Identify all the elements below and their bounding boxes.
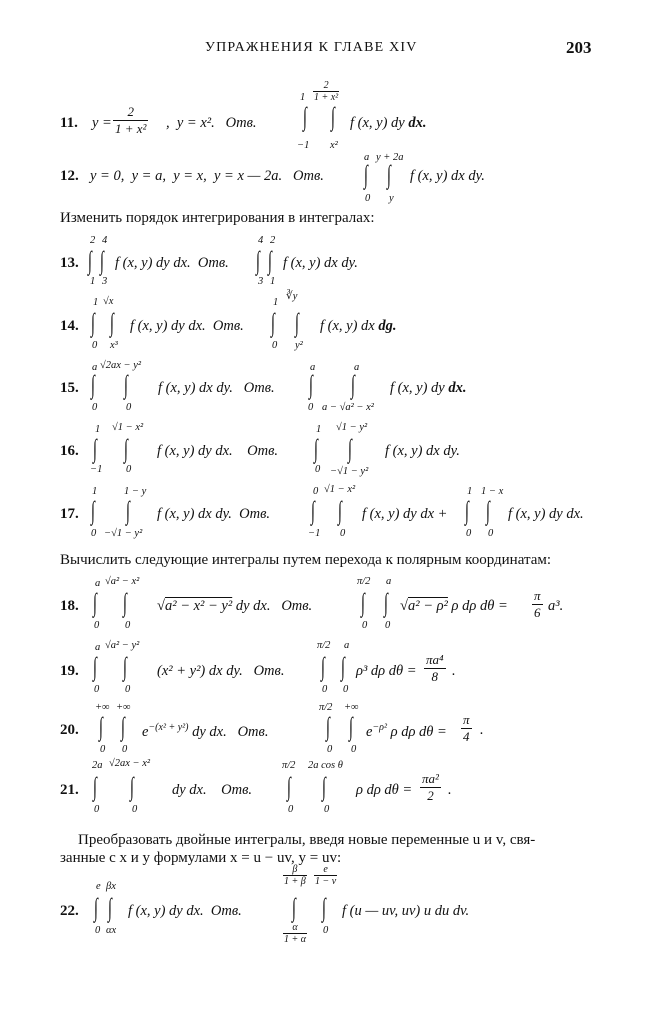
- limit: x³: [110, 340, 118, 351]
- limit: +∞: [116, 702, 131, 713]
- limit: 2: [270, 235, 276, 246]
- limit: 0: [362, 620, 368, 631]
- integral-sign: ∫: [331, 102, 335, 131]
- limit: ∛y: [286, 291, 298, 302]
- limit: 1: [300, 92, 306, 103]
- integrand: f (x, y) dy dx.: [508, 506, 584, 522]
- exercise-number: 14.: [60, 318, 79, 334]
- limit: 1: [270, 276, 276, 287]
- limit: √a² − x²: [105, 576, 140, 587]
- limit: 0: [315, 464, 321, 475]
- page-number: 203: [566, 38, 592, 57]
- integral-sign: ∫: [91, 496, 95, 525]
- integral-sign: ∫: [91, 370, 95, 399]
- limit: −1: [90, 464, 103, 475]
- integral-sign: ∫: [94, 893, 98, 922]
- integrand: f (x, y) dy dx. Отв.: [115, 255, 229, 271]
- limit: 0: [125, 620, 131, 631]
- limit: 0: [92, 340, 98, 351]
- limit: −1: [308, 528, 321, 539]
- integral-sign: ∫: [387, 160, 391, 189]
- fraction: $\frac{\pi}{6}$: [534, 588, 541, 620]
- limit: 0: [466, 528, 472, 539]
- heading-substitution-2: занные с x и y формулами x = u − uv, y = uv:: [60, 850, 342, 866]
- integral-sign: ∫: [93, 652, 97, 681]
- integral-sign: ∫: [341, 652, 345, 681]
- exercise-number: 11.: [60, 115, 78, 131]
- condition: y =: [92, 115, 112, 131]
- limit: 1 − x: [481, 486, 504, 497]
- exercise-number: 22.: [60, 903, 79, 919]
- exercise-number: 17.: [60, 506, 79, 522]
- integrand: f (x, y) dx dg.: [320, 318, 397, 334]
- limit: 0: [94, 620, 100, 631]
- integral-sign: ∫: [108, 893, 112, 922]
- integrand: ρ³ dρ dθ =: [356, 663, 417, 679]
- limit: √1 − x²: [112, 422, 144, 433]
- integral-sign: ∫: [124, 370, 128, 399]
- running-title: УПРАЖНЕНИЯ К ГЛАВЕ XIV: [205, 40, 418, 55]
- limit: x²: [330, 140, 338, 151]
- integral-sign: ∫: [93, 772, 97, 801]
- limit: y: [389, 193, 394, 204]
- exercise-number: 12.: [60, 168, 79, 184]
- limit: 0: [313, 486, 319, 497]
- integrand: f (x, y) dx dy. Отв.: [157, 506, 270, 522]
- limit: 1: [90, 276, 96, 287]
- integral-sign: ∫: [100, 246, 104, 275]
- integral-sign: ∫: [322, 893, 326, 922]
- integrand: f (x, y) dy dx. Отв.: [128, 903, 242, 919]
- limit: 0: [132, 804, 138, 815]
- limit: 0: [126, 402, 132, 413]
- limit: 0: [94, 684, 100, 695]
- limit: a: [92, 362, 98, 373]
- limit: 4: [102, 235, 108, 246]
- limit: 1: [95, 424, 101, 435]
- limit: √a² − y²: [105, 640, 140, 651]
- limit: √x: [103, 296, 114, 307]
- fraction: $\frac{2}{\text{1 + x²}}$: [115, 104, 147, 136]
- integral-sign: ∫: [338, 496, 342, 525]
- limit: 0: [92, 402, 98, 413]
- integral-sign: ∫: [314, 434, 318, 463]
- limit: 0: [351, 744, 357, 755]
- limit: π/2: [317, 640, 331, 651]
- heading-change-order: Изменить порядок интегрирования в интегралах:: [60, 210, 375, 226]
- limit: 0: [100, 744, 106, 755]
- limit: 3: [258, 276, 264, 287]
- integral-sign: ∫: [349, 712, 353, 741]
- integrand: f (x, y) dy dx. Отв.: [130, 318, 244, 334]
- integral-sign: ∫: [292, 893, 296, 922]
- integral-sign: ∫: [121, 712, 125, 741]
- limit: 1 − y: [124, 486, 147, 497]
- integrand: ρ dρ dθ =: [356, 782, 413, 798]
- limit: a − √a² − x²: [322, 402, 374, 413]
- limit: 1: [93, 297, 99, 308]
- exercise-number: 13.: [60, 255, 79, 271]
- integrand: f (x, y) dx dy.: [283, 255, 358, 271]
- integral-sign: ∫: [309, 370, 313, 399]
- limit: √2ax − y²: [100, 360, 142, 371]
- limit: αx: [106, 925, 117, 936]
- limit: 2a: [92, 760, 103, 771]
- limit-fraction: $\frac{\beta}{1 + \beta}$: [284, 864, 306, 887]
- integrand: √a² − ρ² ρ dρ dθ =: [400, 598, 508, 614]
- integral-sign: ∫: [93, 588, 97, 617]
- fraction: $\frac{\text{πa²}}{2}$: [422, 771, 439, 803]
- fraction: $\frac{\pi}{4}$: [463, 712, 470, 744]
- integrand: .: [448, 782, 452, 798]
- limit: 1: [467, 486, 473, 497]
- heading-substitution-1: Преобразовать двойные интегралы, введя новые переменные u и v, свя-: [78, 832, 536, 848]
- exercise-number: 19.: [60, 663, 79, 679]
- limit: −√1 − y²: [104, 528, 143, 539]
- integrand: f (x, y) dy dx.: [390, 380, 467, 396]
- limit: a: [344, 640, 350, 651]
- integrand: f (x, y) dy dx. Отв.: [157, 443, 279, 459]
- integral-sign: ∫: [256, 246, 260, 275]
- integrand: (x² + y²) dx dy. Отв.: [157, 663, 285, 679]
- limit: 0: [288, 804, 294, 815]
- exercise-number: 21.: [60, 782, 79, 798]
- limit: 0: [343, 684, 349, 695]
- fraction: $\frac{\text{πa⁴}}{8}$: [426, 652, 444, 684]
- limit: a: [354, 362, 360, 373]
- limit: 0: [122, 744, 128, 755]
- limit: 1: [92, 486, 98, 497]
- limit: 4: [258, 235, 264, 246]
- integrand: f (u — uv, uv) u du dv.: [342, 903, 470, 919]
- limit: y + 2a: [376, 152, 404, 163]
- limit: 2: [90, 235, 96, 246]
- limit: π/2: [319, 702, 333, 713]
- integrand: f (x, y) dy dx.: [350, 115, 427, 131]
- limit: −1: [297, 140, 310, 151]
- limit: π/2: [282, 760, 296, 771]
- integral-sign: ∫: [93, 434, 97, 463]
- integral-sign: ∫: [348, 434, 352, 463]
- limit: 1: [316, 424, 322, 435]
- integral-sign: ∫: [326, 712, 330, 741]
- integral-sign: ∫: [295, 308, 299, 337]
- integrand: f (x, y) dx dy.: [410, 168, 485, 184]
- limit: 0: [385, 620, 391, 631]
- limit-fraction: $\frac{\alpha}{1 + \alpha}$: [284, 922, 306, 945]
- integral-sign: ∫: [351, 370, 355, 399]
- limit: a: [95, 578, 101, 589]
- limit: 0: [94, 804, 100, 815]
- limit-fraction: $\frac{2}{\text{1 + x²}}$: [314, 80, 339, 103]
- limit: a: [386, 576, 392, 587]
- limit: 0: [125, 684, 131, 695]
- integral-sign: ∫: [361, 588, 365, 617]
- integral-sign: ∫: [311, 496, 315, 525]
- limit: y²: [295, 340, 303, 351]
- integral-sign: ∫: [465, 496, 469, 525]
- limit: 3: [102, 276, 108, 287]
- limit: √1 − x²: [324, 484, 356, 495]
- integrand: .: [452, 663, 456, 679]
- integrand: .: [480, 722, 484, 738]
- integrand: f (x, y) dx dy.: [385, 443, 460, 459]
- limit: 0: [95, 925, 101, 936]
- limit: 0: [340, 528, 346, 539]
- integral-sign: ∫: [322, 772, 326, 801]
- limit: 0: [324, 804, 330, 815]
- integral-sign: ∫: [321, 652, 325, 681]
- integrand: dy dx. Отв.: [172, 782, 252, 798]
- limit: 0: [308, 402, 314, 413]
- limit: +∞: [95, 702, 110, 713]
- integrand: f (x, y) dx dy. Отв.: [158, 380, 275, 396]
- condition: , y = x². Отв.: [166, 115, 257, 131]
- integral-sign: ∫: [123, 652, 127, 681]
- limit-fraction: $\frac{e}{1 - v}$: [315, 864, 337, 887]
- condition: y = 0, y = a, y = x, y = x — 2a. Отв.: [90, 168, 324, 184]
- page-header: [0, 38, 650, 60]
- exercise-number: 15.: [60, 380, 79, 396]
- limit: 0: [365, 193, 371, 204]
- limit: +∞: [344, 702, 359, 713]
- integral-sign: ∫: [88, 246, 92, 275]
- integrand: a³.: [548, 598, 564, 614]
- limit: a: [364, 152, 370, 163]
- limit: −√1 − y²: [330, 466, 369, 477]
- integral-sign: ∫: [287, 772, 291, 801]
- integral-sign: ∫: [99, 712, 103, 741]
- integral-sign: ∫: [303, 102, 307, 131]
- limit: a: [95, 642, 101, 653]
- limit: 0: [126, 464, 132, 475]
- integrand: $e^{-(x^2 + y^2)}$ dy dx. Отв.: [142, 722, 269, 740]
- limit: a: [310, 362, 316, 373]
- exercise-number: 16.: [60, 443, 79, 459]
- integral-sign: ∫: [364, 160, 368, 189]
- exercise-number: 20.: [60, 722, 79, 738]
- limit: 0: [272, 340, 278, 351]
- integral-sign: ∫: [268, 246, 272, 275]
- integral-sign: ∫: [130, 772, 134, 801]
- limit: 0: [327, 744, 333, 755]
- integral-sign: ∫: [123, 588, 127, 617]
- limit: 1: [273, 297, 279, 308]
- integral-sign: ∫: [91, 308, 95, 337]
- integral-sign: ∫: [271, 308, 275, 337]
- limit: 0: [91, 528, 97, 539]
- integral-sign: ∫: [110, 308, 114, 337]
- integral-sign: ∫: [126, 496, 130, 525]
- limit: 0: [488, 528, 494, 539]
- integrand: f (x, y) dy dx +: [362, 506, 448, 522]
- integral-sign: ∫: [124, 434, 128, 463]
- limit: π/2: [357, 576, 371, 587]
- limit: e: [96, 881, 101, 892]
- exercise-number: 18.: [60, 598, 79, 614]
- limit: βx: [106, 881, 116, 892]
- integrand: √a² − x² − y² dy dx. Отв.: [157, 598, 313, 614]
- integral-sign: ∫: [486, 496, 490, 525]
- limit: 0: [322, 684, 328, 695]
- limit: 0: [323, 925, 329, 936]
- limit: 2a cos θ: [308, 760, 343, 771]
- integrand: $e^{-\rho^2}$ ρ dρ dθ =: [366, 722, 447, 740]
- integral-sign: ∫: [384, 588, 388, 617]
- limit: √2ax − x²: [109, 758, 151, 769]
- limit: √1 − y²: [336, 422, 368, 433]
- heading-polar: Вычислить следующие интегралы путем перехода к полярным координатам:: [60, 552, 552, 568]
